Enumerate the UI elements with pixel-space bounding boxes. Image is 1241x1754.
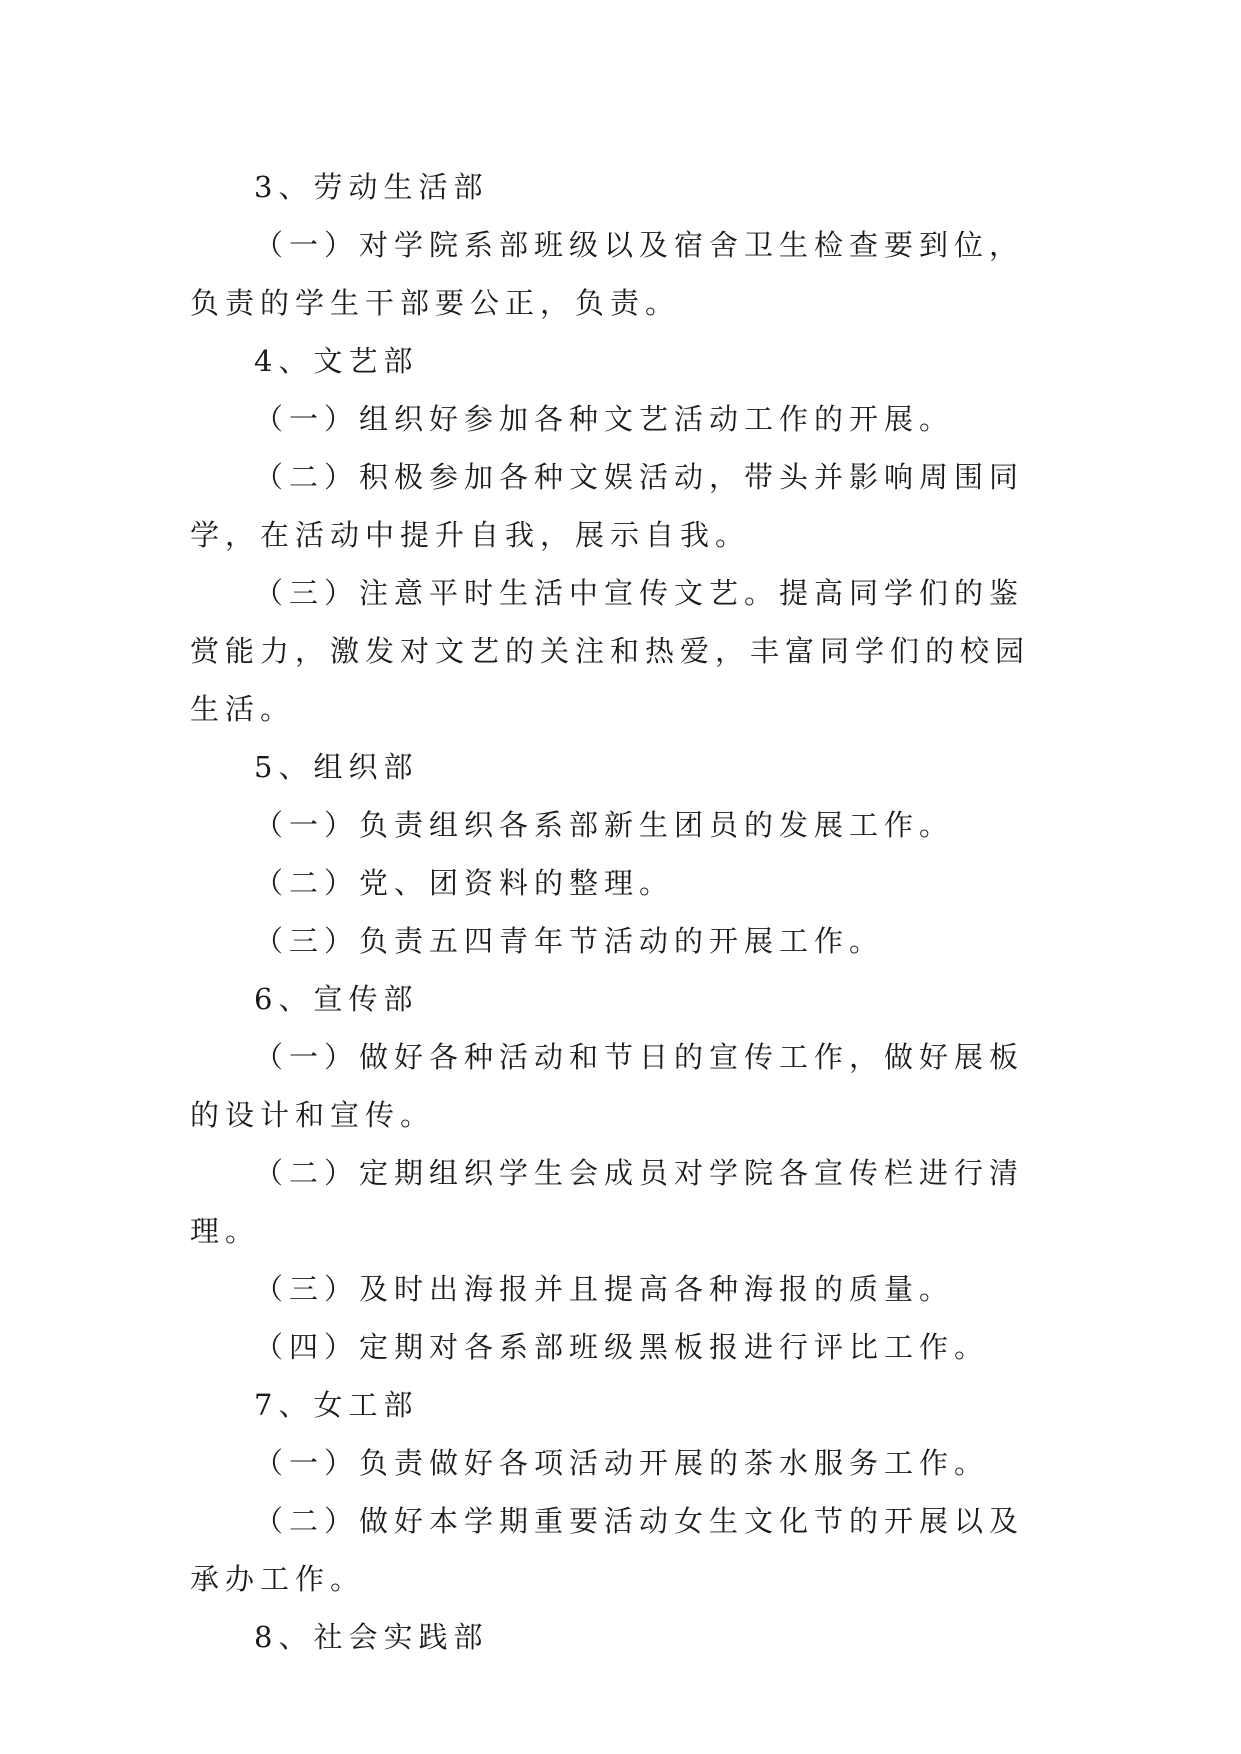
paragraph: （二）定期组织学生会成员对学院各宣传栏进行清理。 (190, 1156, 1025, 1248)
section-heading-social-practice: 8、社会实践部 (254, 1620, 489, 1654)
paragraph: （一）对学院系部班级以及宿舍卫生检查要到位，负责的学生干部要公正，负责。 (190, 228, 1025, 320)
paragraph: （一）负责组织各系部新生团员的发展工作。 (254, 808, 955, 842)
section-heading-labor-life: 3、劳动生活部 (254, 170, 489, 204)
paragraph: （二）做好本学期重要活动女生文化节的开展以及承办工作。 (190, 1504, 1025, 1596)
paragraph: （一）组织好参加各种文艺活动工作的开展。 (254, 402, 955, 436)
paragraph: （一）负责做好各项活动开展的茶水服务工作。 (254, 1446, 990, 1480)
section-heading-organization: 5、组织部 (254, 750, 419, 784)
paragraph: （一）做好各种活动和节日的宣传工作，做好展板的设计和宣传。 (190, 1040, 1025, 1132)
document-page (190, 158, 1050, 1666)
paragraph: （二）党、团资料的整理。 (254, 866, 675, 900)
paragraph: （二）积极参加各种文娱活动，带头并影响周围同学，在活动中提升自我，展示自我。 (190, 460, 1025, 552)
paragraph: （三）注意平时生活中宣传文艺。提高同学们的鉴赏能力，激发对文艺的关注和热爱，丰富同学们的校园生活。 (190, 576, 1031, 726)
section-heading-publicity: 6、宣传部 (254, 982, 419, 1016)
paragraph: （三）及时出海报并且提高各种海报的质量。 (254, 1272, 955, 1306)
paragraph: （三）负责五四青年节活动的开展工作。 (254, 924, 885, 958)
section-heading-arts: 4、文艺部 (254, 344, 419, 378)
paragraph: （四）定期对各系部班级黑板报进行评比工作。 (254, 1330, 990, 1364)
section-heading-women-affairs: 7、女工部 (254, 1388, 419, 1422)
